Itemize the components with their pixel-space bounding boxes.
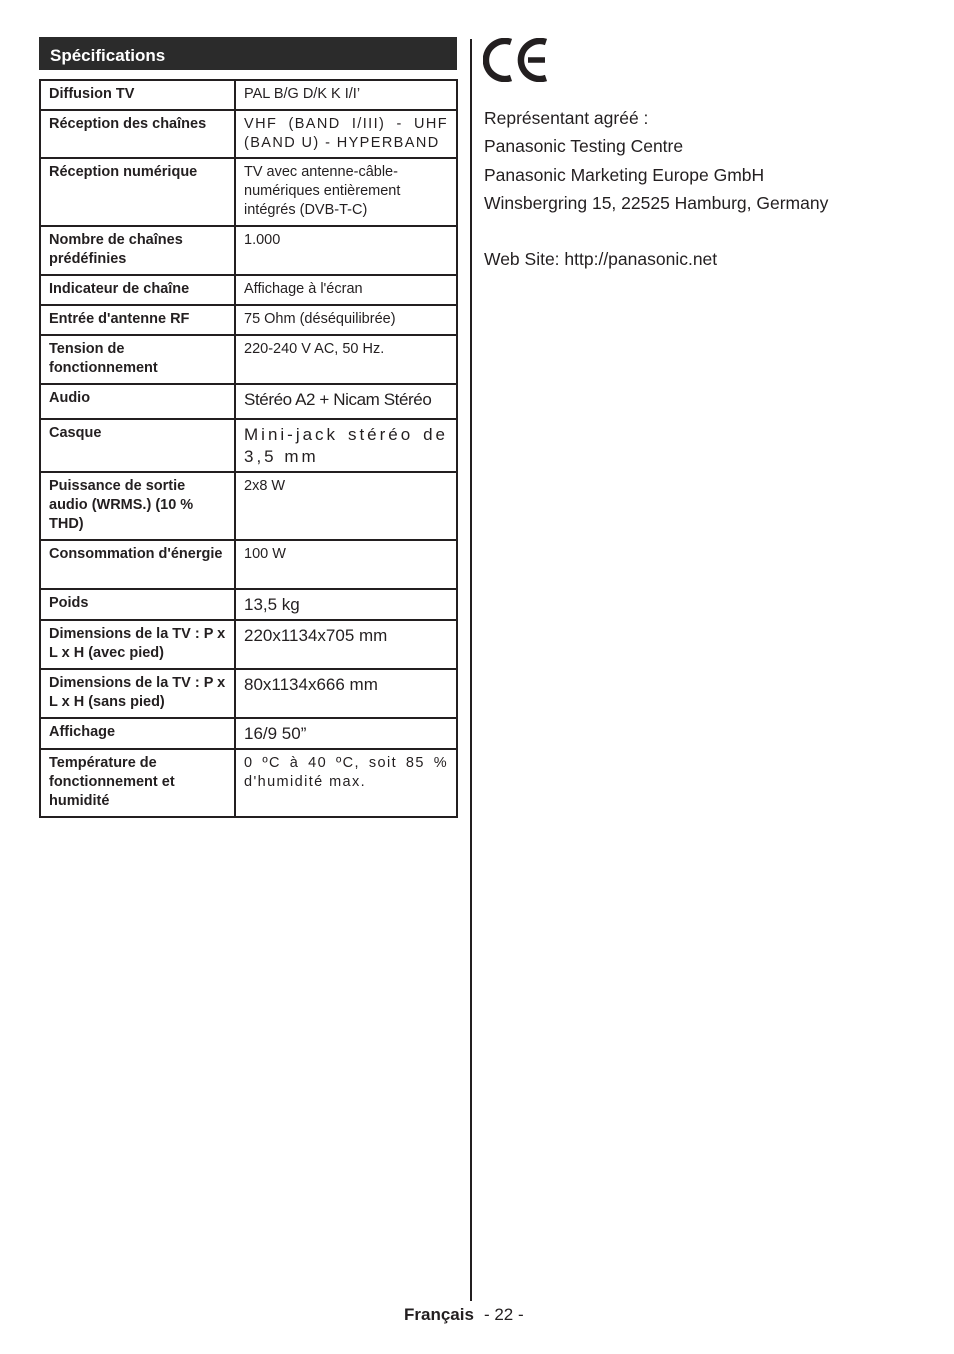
spec-label: Puissance de sortie audio (WRMS.) (10 % THD) <box>40 472 235 540</box>
ce-mark-icon <box>483 38 551 82</box>
table-row <box>40 749 457 817</box>
spec-label: Affichage <box>40 718 235 749</box>
spec-label: Indicateur de chaîne <box>40 275 235 305</box>
spec-label: Poids <box>40 589 235 620</box>
section-title: Spécifications <box>39 37 457 70</box>
table-row <box>40 158 457 226</box>
spec-label: Tension de fonctionnement <box>40 335 235 384</box>
spec-value: 220x1134x705 mm <box>235 620 457 669</box>
table-row <box>40 540 457 589</box>
table-row <box>40 718 457 749</box>
spec-label: Dimensions de la TV : P x L x H (sans pied) <box>40 669 235 718</box>
spec-value: 0 ºC à 40 ºC, soit 85 % d'humidité max. <box>235 749 457 817</box>
spec-label: Réception numérique <box>40 158 235 226</box>
spec-value: 13,5 kg <box>235 589 457 620</box>
spec-value: PAL B/G D/K K I/I’ <box>235 80 457 110</box>
table-row <box>40 620 457 669</box>
website-link[interactable]: Web Site: http://panasonic.net <box>484 249 718 270</box>
representative-company: Panasonic Marketing Europe GmbH <box>484 164 765 185</box>
table-row <box>40 110 457 158</box>
specifications-table <box>39 79 458 818</box>
spec-label: Casque <box>40 419 235 472</box>
page-footer <box>404 1305 524 1325</box>
spec-label: Entrée d'antenne RF <box>40 305 235 335</box>
spec-value: Affichage à l'écran <box>235 275 457 305</box>
spec-value: 2x8 W <box>235 472 457 540</box>
spec-label: Nombre de chaînes prédéfinies <box>40 226 235 275</box>
spec-value: 220-240 V AC, 50 Hz. <box>235 335 457 384</box>
footer-language: Français <box>404 1305 474 1324</box>
spec-label: Température de fonctionnement et humidité <box>40 749 235 817</box>
spec-value: 1.000 <box>235 226 457 275</box>
table-row <box>40 589 457 620</box>
spec-label: Réception des chaînes <box>40 110 235 158</box>
representative-name: Panasonic Testing Centre <box>484 136 684 157</box>
spec-label: Audio <box>40 384 235 419</box>
spec-label: Consommation d'énergie <box>40 540 235 589</box>
spec-value: 16/9 50” <box>235 718 457 749</box>
table-row <box>40 384 457 419</box>
table-row <box>40 335 457 384</box>
spacer <box>484 217 828 245</box>
authorized-representative <box>484 104 828 273</box>
spec-label: Dimensions de la TV : P x L x H (avec pied) <box>40 620 235 669</box>
column-divider <box>470 39 472 1301</box>
table-row <box>40 226 457 275</box>
spec-value: TV avec antenne-câble-numériques entièrement intégrés (DVB-T-C) <box>235 158 457 226</box>
table-row <box>40 305 457 335</box>
table-row <box>40 275 457 305</box>
spec-label: Diffusion TV <box>40 80 235 110</box>
page-number: - 22 - <box>483 1305 524 1324</box>
representative-heading: Représentant agréé : <box>484 108 649 128</box>
table-row <box>40 669 457 718</box>
table-row <box>40 472 457 540</box>
representative-address: Winsbergring 15, 22525 Hamburg, Germany <box>484 192 829 213</box>
table-row <box>40 80 457 110</box>
table-row <box>40 419 457 472</box>
spec-value: 100 W <box>235 540 457 589</box>
spec-value: Mini-jack stéréo de 3,5 mm <box>235 419 457 472</box>
spec-value: Stéréo A2 + Nicam Stéréo <box>235 384 457 419</box>
spec-value: 80x1134x666 mm <box>235 669 457 718</box>
spec-value: 75 Ohm (déséquilibrée) <box>235 305 457 335</box>
spec-value: VHF (BAND I/III) - UHF (BAND U) - HYPERBAND <box>235 110 457 158</box>
